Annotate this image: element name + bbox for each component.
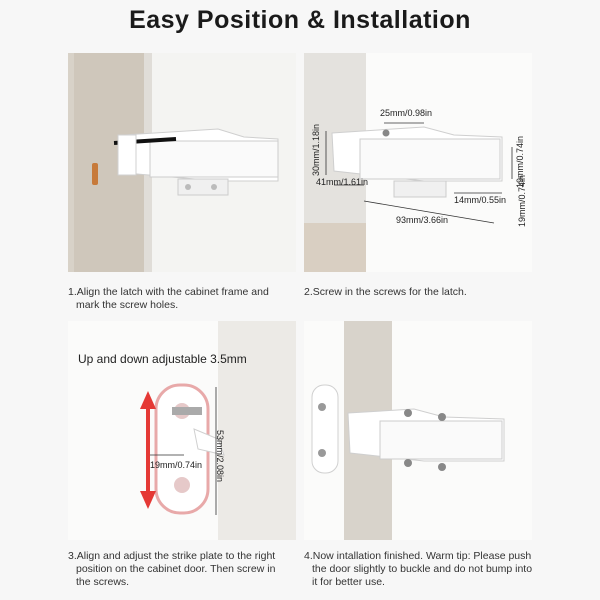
step-4-illustration <box>304 321 532 540</box>
page-title: Easy Position & Installation <box>129 6 471 34</box>
step-4-caption: 4.Now intallation finished. Warm tip: Please push the door slightly to buckle and do not bump into it for better use. <box>304 550 533 588</box>
dimension-label: 53mm/2.08in <box>215 429 226 483</box>
step-1-image <box>68 53 296 272</box>
step-2-illustration <box>304 53 532 272</box>
step-2-image <box>304 53 532 272</box>
dimension-label: 30mm/1.18in <box>311 123 322 177</box>
dimension-label: 19mm/0.74in <box>150 460 203 470</box>
step-2-caption: 2.Screw in the screws for the latch. <box>304 286 467 298</box>
dimension-label: 41mm/1.61in <box>316 177 369 187</box>
step-1-illustration <box>68 53 296 272</box>
step-1-caption: 1.Align the latch with the cabinet frame and mark the screw holes. <box>68 286 269 311</box>
step-4-image <box>304 321 532 540</box>
dimension-label: 14mm/0.55in <box>454 195 507 205</box>
dimension-label: 25mm/0.98in <box>380 108 433 118</box>
step-3-image <box>68 321 296 540</box>
adjust-label: Up and down adjustable 3.5mm <box>78 352 247 366</box>
dimension-label: 93mm/3.66in <box>396 215 449 225</box>
dimension-label: 19mm/0.74in <box>517 174 528 228</box>
dimension-label: 19mm/0.74in <box>515 135 526 189</box>
step-3-caption: 3.Align and adjust the strike plate to the right position on the cabinet door. Then screw in the screws. <box>68 550 276 588</box>
